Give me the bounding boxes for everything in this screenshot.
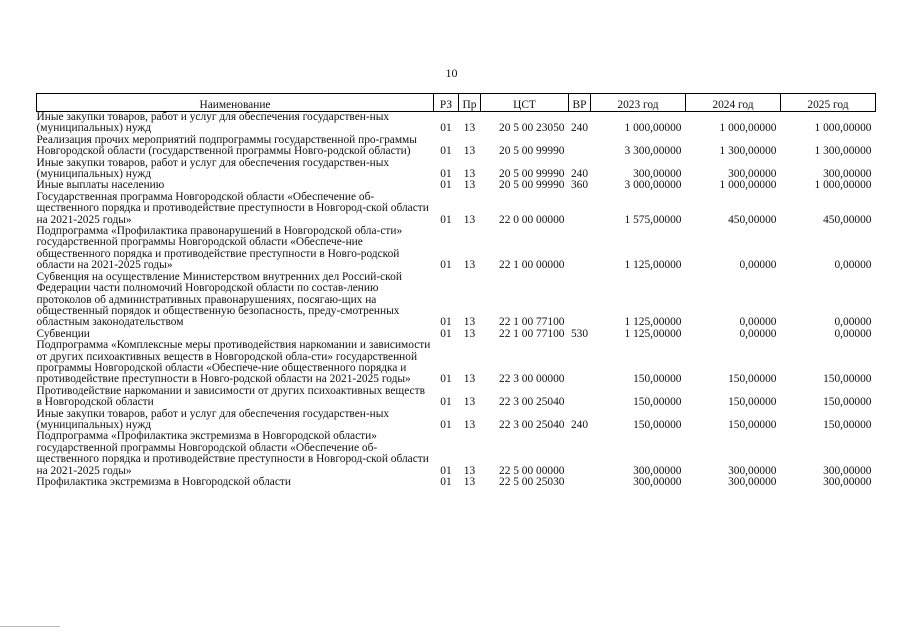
table-row [37, 158, 876, 181]
header-pr: Пр [459, 94, 481, 112]
cell-vr [569, 431, 591, 477]
cell-2025: 300,00000 [823, 476, 872, 488]
cell-vr [569, 477, 591, 488]
cell-cst: 22 3 00 25040 [499, 418, 565, 431]
cell-2025: 300,00000 [823, 168, 872, 181]
cell-2024: 300,00000 [728, 464, 777, 477]
scan-artifact-line [0, 626, 60, 627]
cell-cst: 22 5 00 00000 [499, 464, 565, 477]
cell-vr: 360 [570, 179, 589, 192]
cell-2023: 3 300,00000 [624, 145, 682, 158]
cell-cst: 22 3 00 25040 [499, 396, 565, 409]
cell-name: Реализация прочих мероприятий подпрограммы государственной про-граммы Новгородской области (государственной программы Новго-родской области) [36, 133, 417, 158]
cell-2024: 300,00000 [728, 168, 777, 181]
cell-rz: 01 [440, 145, 452, 158]
cell-vr [569, 272, 591, 329]
cell-2023: 300,00000 [633, 476, 682, 488]
cell-2025: 150,00000 [823, 396, 872, 409]
header-2023: 2023 год [591, 94, 686, 112]
cell-name: Подпрограмма «Профилактика правонарушений в Новгородской обла-сти» государственной программы Новгородской области «Обеспече-ние общественного порядка и противодействие преступности в Новго-родской области на 2021-2025 годы» [36, 225, 403, 272]
cell-cst: 22 0 00 00000 [499, 213, 565, 226]
cell-2024: 1 000,00000 [719, 122, 777, 135]
cell-rz: 01 [440, 464, 452, 477]
cell-rz: 01 [440, 213, 452, 226]
cell-2025: 450,00000 [823, 213, 872, 226]
page-number: 10 [445, 66, 458, 80]
cell-2023: 300,00000 [633, 464, 682, 477]
cell-cst: 20 5 00 23050 [499, 122, 565, 135]
header-cst: ЦСТ [481, 94, 569, 112]
cell-2024: 1 000,00000 [719, 179, 777, 192]
cell-2024: 300,00000 [728, 476, 777, 488]
cell-pr: 13 [463, 476, 476, 488]
cell-2023: 300,00000 [633, 168, 682, 181]
cell-cst: 22 1 00 77100 [499, 327, 565, 340]
cell-2024: 0,00000 [739, 316, 777, 329]
cell-vr [569, 192, 591, 226]
cell-pr: 13 [463, 396, 476, 409]
cell-2025: 150,00000 [823, 373, 872, 386]
cell-vr: 240 [570, 122, 589, 135]
cell-2025: 150,00000 [823, 418, 872, 431]
cell-2023: 1 000,00000 [624, 122, 682, 135]
cell-rz: 01 [440, 418, 452, 431]
cell-2024: 150,00000 [728, 373, 777, 386]
cell-name: Государственная программа Новгородской области «Обеспечение об-щественного порядка и противодействие преступности в Новгород-ской области на 2021-2025 годы» [36, 190, 429, 226]
cell-rz: 01 [440, 327, 452, 340]
cell-cst: 20 5 00 99990 [499, 145, 565, 158]
cell-pr: 13 [463, 316, 476, 329]
cell-vr: 530 [570, 327, 589, 340]
cell-cst: 22 1 00 77100 [499, 316, 565, 329]
cell-vr: 240 [570, 418, 589, 431]
cell-2024: 150,00000 [728, 396, 777, 409]
cell-2023: 150,00000 [633, 373, 682, 386]
header-2024: 2024 год [686, 94, 781, 112]
cell-name: Подпрограмма «Профилактика экстремизма в Новгородской области» государственной программы Новгородской области «Обеспечение об-щественного порядка и противодействие преступности в Новгород-ской области на 2021-2025 годы» [36, 430, 429, 477]
cell-name: Иные закупки товаров, работ и услуг для обеспечения государствен-ных (муниципальных) нужд [36, 111, 390, 135]
cell-2023: 1 125,00000 [624, 316, 682, 329]
header-rz: РЗ [434, 94, 459, 112]
cell-2023: 1 125,00000 [624, 259, 682, 272]
cell-name: Субвенции [36, 327, 90, 340]
cell-name: Подпрограмма «Комплексные меры противодействия наркомании и зависимости от других психоактивных веществ в Новгородской обла-сти» государственной программы Новгородской области «Обеспече-ние общественного порядка и противодействие преступности в Новго-родской области на 2021-2025 годы» [36, 339, 431, 386]
header-2025: 2025 год [781, 94, 876, 112]
cell-2025: 0,00000 [834, 316, 872, 329]
cell-2025: 0,00000 [834, 327, 872, 340]
header-name: Наименование [37, 94, 434, 112]
table-row [37, 431, 876, 477]
cell-vr [569, 340, 591, 386]
cell-rz: 01 [440, 168, 452, 181]
cell-2024: 1 300,00000 [719, 145, 777, 158]
cell-rz: 01 [440, 396, 452, 409]
budget-table [36, 93, 876, 488]
cell-rz: 01 [440, 259, 452, 272]
cell-cst: 22 5 00 25030 [499, 476, 565, 488]
cell-cst: 22 3 00 00000 [499, 373, 565, 386]
table-header-row [37, 94, 876, 112]
cell-rz: 01 [440, 373, 452, 386]
cell-vr [569, 386, 591, 409]
cell-pr: 13 [463, 122, 476, 135]
cell-pr: 13 [463, 168, 476, 181]
cell-vr [569, 135, 591, 158]
cell-2024: 150,00000 [728, 418, 777, 431]
cell-name: Иные закупки товаров, работ и услуг для обеспечения государствен-ных (муниципальных) нужд [36, 156, 390, 181]
cell-pr: 13 [463, 213, 476, 226]
cell-pr: 13 [463, 464, 476, 477]
cell-cst: 20 5 00 99990 [499, 168, 565, 181]
cell-2025: 1 300,00000 [814, 145, 872, 158]
cell-2023: 150,00000 [633, 396, 682, 409]
table-row [37, 112, 876, 135]
table-row [37, 340, 876, 386]
cell-vr: 240 [570, 168, 589, 181]
cell-name: Субвенция на осуществление Министерством внутренних дел Россий-ской Федерации части полномочий Новгородской области по состав-лению протоколов об административных правонарушениях, посягаю-щих на общественный порядок и общественную безопасность, преду-смотренных областным законодательством [36, 270, 402, 329]
cell-rz: 01 [440, 179, 452, 192]
cell-rz: 01 [440, 476, 452, 488]
cell-cst: 22 1 00 00000 [499, 259, 565, 272]
table-row [37, 192, 876, 226]
cell-2025: 0,00000 [834, 259, 872, 272]
cell-name: Противодействие наркомании и зависимости от других психоактивных веществ в Новгородской области [36, 384, 425, 409]
cell-rz: 01 [440, 316, 452, 329]
cell-2023: 1 575,00000 [624, 213, 682, 226]
cell-pr: 13 [463, 418, 476, 431]
cell-2023: 1 125,00000 [624, 327, 682, 340]
cell-2025: 1 000,00000 [814, 122, 872, 135]
cell-2023: 3 000,00000 [624, 179, 682, 192]
cell-2023: 150,00000 [633, 418, 682, 431]
cell-2024: 450,00000 [728, 213, 777, 226]
header-vr: ВР [569, 94, 591, 112]
table-row [37, 272, 876, 329]
table-row [37, 226, 876, 272]
table-row [37, 477, 876, 488]
table-row [37, 135, 876, 158]
cell-pr: 13 [463, 179, 476, 192]
cell-name: Профилактика экстремизма в Новгородской области [36, 476, 291, 488]
cell-pr: 13 [463, 145, 476, 158]
cell-rz: 01 [440, 122, 452, 135]
cell-cst: 20 5 00 99990 [499, 179, 565, 192]
cell-pr: 13 [463, 327, 476, 340]
cell-name: Иные выплаты населению [36, 179, 165, 192]
table-row [37, 409, 876, 432]
cell-2025: 1 000,00000 [814, 179, 872, 192]
cell-vr [569, 226, 591, 272]
table-row [37, 386, 876, 409]
cell-pr: 13 [463, 259, 476, 272]
cell-pr: 13 [463, 373, 476, 386]
cell-2024: 0,00000 [739, 327, 777, 340]
cell-name: Иные закупки товаров, работ и услуг для обеспечения государствен-ных (муниципальных) нужд [36, 407, 390, 431]
cell-2025: 300,00000 [823, 464, 872, 477]
cell-2024: 0,00000 [739, 259, 777, 272]
